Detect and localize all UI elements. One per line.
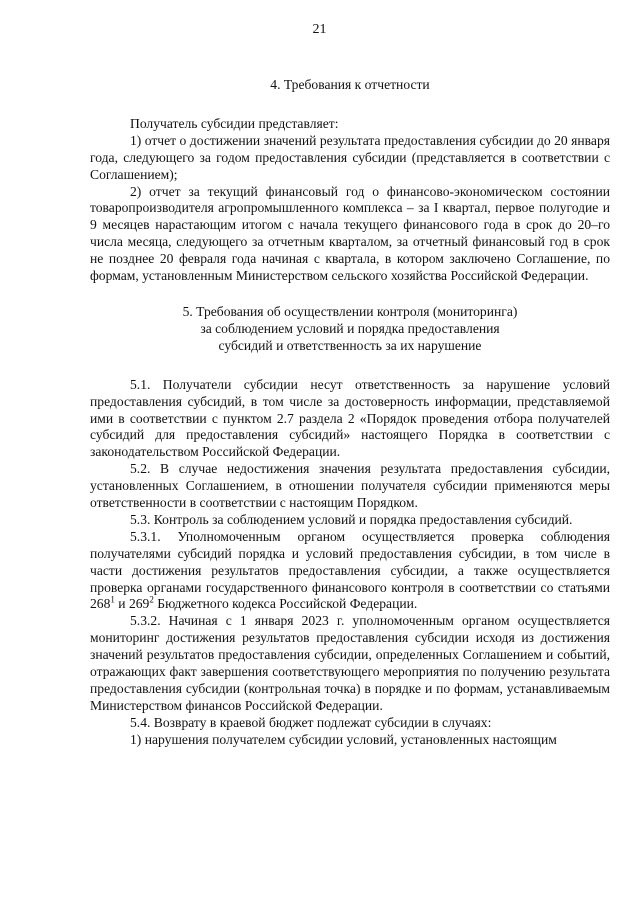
section-4-intro: Получатель субсидии представляет:	[130, 115, 339, 131]
section-5-title-line-1: 5. Требования об осуществлении контроля (мониторинга)	[182, 303, 518, 319]
paragraph-5-4: 5.4. Возврату в краевой бюджет подлежат субсидии в случаях:	[130, 714, 492, 730]
paragraph-5-3-1-text-before: 5.3.1. Уполномоченным органом осуществляется проверка соблюдения получателями субсидий порядка и условий предоставления субсидии, в том числе в части достижения результатов предоставления субсидии, а также осуществляется проверка органами государственного финансового контроля в соответствии со статьями 268	[90, 528, 610, 612]
paragraph-5-4-item-1: 1) нарушения получателем субсидии условий, установленных настоящим	[130, 731, 557, 747]
paragraph-5-3-2: 5.3.2. Начиная с 1 января 2023 г. уполномоченным органом осуществляется мониторинг достижения результатов предоставления субсидии исходя из достижения значений результатов предоставления субсидии, определенных Соглашением и событий, отражающих факт завершения соответствующего мероприятия по получению результата предоставления субсидии (контрольная точка) в порядке и по формам, устанавливаемым Министерством финансов Российской Федерации.	[90, 613, 610, 713]
paragraph-5-3-1	[90, 529, 610, 614]
paragraph-5-3-1-text-mid: и 269	[114, 596, 150, 612]
section-4-title: 4. Требования к отчетности	[270, 77, 430, 92]
paragraph-5-1: 5.1. Получатели субсидии несут ответственность за нарушение условий предоставления субсидий, в том числе за достоверность информации, представляемой ими в соответствии с пунктом 2.7 раздела 2 «Порядок проведения отбора получателей субсидий для предоставления субсидий» настоящего Порядка в соответствии с законодательством Российской Федерации.	[90, 376, 610, 460]
section-5-title-line-3: субсидий и ответственность за их нарушение	[218, 337, 482, 353]
superscript-2: 2	[149, 594, 154, 605]
superscript-1: 1	[110, 594, 115, 605]
section-4-item-1: 1) отчет о достижении значений результата предоставления субсидии до 20 января года, следующего за годом предоставления субсидии (представляется в соответствии с Соглашением);	[90, 132, 610, 182]
document-body	[90, 77, 610, 749]
page-number: 21	[312, 22, 327, 37]
section-4-item-2: 2) отчет за текущий финансовый год о финансово-экономическом состоянии товаропроизводителя агропромышленного комплекса – за I квартал, первое полугодие и 9 месяцев нарастающим итогом с начала текущего финансового года в срок до 20–го числа месяца, следующего за отчетным кварталом, за отчетный финансовый год в срок не позднее 20 февраля года начиная с квартала, в котором заключено Соглашение, по формам, установленным Министерством сельского хозяйства Российской Федерации.	[90, 183, 610, 284]
paragraph-5-2: 5.2. В случае недостижения значения результата предоставления субсидии, установленных Соглашением, в отношении получателя субсидии применяются меры ответственности в соответствии с настоящим Порядком.	[90, 461, 610, 511]
paragraph-5-3-1-text-after: Бюджетного кодекса Российской Федерации.	[153, 596, 418, 612]
paragraph-5-3: 5.3. Контроль за соблюдением условий и порядка предоставления субсидий.	[130, 511, 573, 527]
section-5-title-line-2: за соблюдением условий и порядка предоставления	[200, 320, 500, 336]
